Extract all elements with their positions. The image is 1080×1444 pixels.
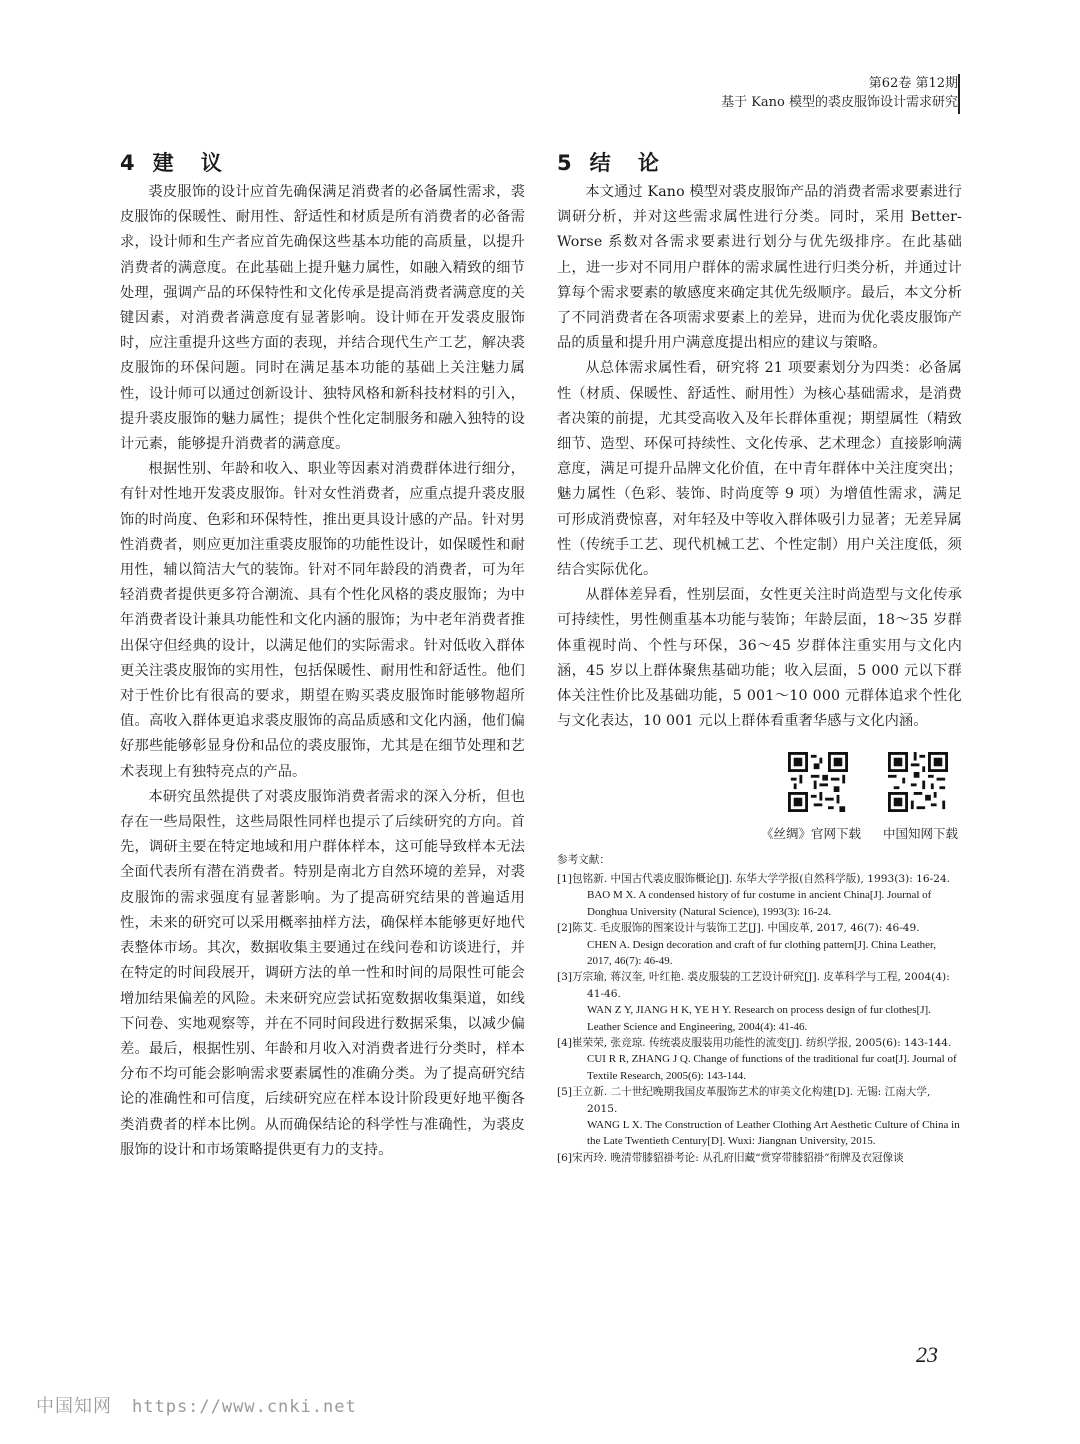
reference-item: [3]万宗瑜, 蒋汉奎, 叶红艳. 裘皮服装的工艺设计研究[J]. 皮革科学与工程, 2004(4): 41-46. WAN Z Y, JIANG H K, YE H Y. Research on process design of fur clothes[J]. Leather Science and Engineering, 2004(4): 41-46.: [557, 971, 950, 1033]
reference-item: [6]宋丙玲. 晚清带膝貂褂考论: 从孔府旧藏“赏穿带膝貂褂”衔牌及衣冠像谈: [557, 1151, 904, 1164]
cnki-url[interactable]: https://www.cnki.net: [132, 1397, 357, 1417]
qr-labels: [557, 824, 958, 842]
running-header: [721, 74, 958, 112]
article-running-title: 基于 Kano 模型的裘皮服饰设计需求研究: [721, 95, 958, 110]
qr-code-icon: [888, 752, 948, 812]
header-rule: [958, 74, 960, 114]
page-number: 23: [916, 1342, 938, 1367]
reference-item: [2]陈艾. 毛皮服饰的图案设计与装饰工艺[J]. 中国皮革, 2017, 46(7): 46-49. CHEN A. Design decoration and craft of fur clothing pattern[J]. China Leather, 2017, 46(7): 46-49.: [557, 922, 937, 967]
qr-label-cnki: 中国知网下载: [882, 826, 958, 842]
section-heading-conclusion: 5 结 论: [557, 151, 669, 175]
references-title: 参考文献：: [557, 854, 610, 867]
qr-code-cnki[interactable]: [888, 752, 948, 812]
references: [557, 852, 962, 1166]
right-column: [557, 148, 962, 1166]
journal-issue: 第62卷 第12期: [868, 76, 958, 91]
paragraph: 根据性别、年龄和收入、职业等因素对消费群体进行细分，有针对性地开发裘皮服饰。针对女性消费者，应重点提升裘皮服饰的时尚度、色彩和环保特性，推出更具设计感的产品。针对男性消费者，则应更加注重裘皮服饰的功能性设计，如保暖性和耐用性，辅以简洁大气的装饰。针对不同年龄段的消费者，可为年轻消费者提供更多符合潮流、具有个性化风格的裘皮服饰；为中年消费者设计兼具功能性和文化内涵的服饰；为中老年消费者推出保守但经典的设计，以满足他们的实际需求。针对低收入群体更关注裘皮服饰的实用性，包括保暖性、耐用性和舒适性。他们对于性价比有很高的要求，期望在购买裘皮服饰时能够物超所值。高收入群体更追求裘皮服饰的高品质感和文化内涵，他们偏好那些能够彰显身份和品位的裘皮服饰，尤其是在细节处理和艺术表现上有独特亮点的产品。: [120, 461, 525, 780]
paragraph: 从群体差异看，性别层面，女性更关注时尚造型与文化传承可持续性，男性侧重基本功能与装饰；年龄层面，18～35 岁群体重视时尚、个性与环保，36～45 岁群体注重实用与文化内涵，45 岁以上群体聚焦基础功能；收入层面，5 000 元以下群体关注性价比及基础功能，5 001～10 000 元群体追求个性化与文化表达，10 001 元以上群体看重奢华感与文化内涵。: [557, 587, 962, 730]
paragraph: 裘皮服饰的设计应首先确保满足消费者的必备属性需求，裘皮服饰的保暖性、耐用性、舒适性和材质是所有消费者的必备需求，设计师和生产者应首先确保这些基本功能的高质量，以提升消费者的满意度。在此基础上提升魅力属性，如融入精致的细节处理，强调产品的环保特性和文化传承是提高消费者满意度的关键因素，对消费者满意度有显著影响。设计师在开发裘皮服饰时，应注重提升这些方面的表现，并结合现代生产工艺，解决裘皮服饰的环保问题。同时在满足基本功能的基础上关注魅力属性，设计师可以通过创新设计、独特风格和新科技材料的引入，提升裘皮服饰的魅力属性；提供个性化定制服务和融入独特的设计元素，能够提升消费者的满意度。: [120, 184, 525, 453]
reference-item: [4]崔荣荣, 张竞琼. 传统裘皮服装用功能性的流变[J]. 纺织学报, 2005(6): 143-144. CUI R R, ZHANG J Q. Change of functions of the traditional fur coat[J]. Journal of Textile Research, 2005(6): 143-144.: [557, 1036, 957, 1082]
qr-code-official-site[interactable]: [788, 752, 848, 812]
reference-item: [1]包铭新. 中国古代裘皮服饰概论[J]. 东华大学学报(自然科学版), 1993(3): 16-24. BAO M X. A condensed history of fur costume in ancient China[J]. Journal of Donghua University (Natural Science), 1993(3): 16-24.: [557, 872, 951, 918]
paragraph: 本文通过 Kano 模型对裘皮服饰产品的消费者需求要素进行调研分析，并对这些需求属性进行分类。同时，采用 Better-Worse 系数对各需求要素进行划分与优先级排序。在此基础上，进一步对不同用户群体的需求属性进行归类分析，并通过计算每个需求要素的敏感度来确定其优先级顺序。最后，本文分析了不同消费者在各项需求要素上的差异，进而为优化裘皮服饰产品的质量和提升用户满意度提出相应的建议与策略。: [557, 184, 962, 352]
left-column: [120, 148, 525, 1163]
cnki-logo-text: 中国知网: [36, 1396, 112, 1417]
reference-item: [5]王立新. 二十世纪晚期我国皮革服饰艺术的审美文化构建[D]. 无锡: 江南大学, 2015. WANG L X. The Construction of Leather Clothing Art Aesthetic Culture of China in the Late Twentieth Century[D]. Wuxi: Jiangnan University, 2015.: [557, 1086, 960, 1148]
footer-watermark: [36, 1392, 357, 1418]
paragraph: 从总体需求属性看，研究将 21 项要素划分为四类：必备属性（材质、保暖性、舒适性、耐用性）为核心基础需求，是消费者决策的前提，尤其受高收入及年长群体重视；期望属性（精致细节、造型、环保可持续性、文化传承、艺术理念）直接影响满意度，满足可提升品牌文化价值，在中青年群体中关注度突出；魅力属性（色彩、装饰、时尚度等 9 项）为增值性需求，满足可形成消费惊喜，对年轻及中等收入群体吸引力显著；无差异属性（传统手工艺、现代机械工艺、个性定制）用户关注度低，须结合实际优化。: [557, 360, 962, 579]
qr-code-icon: [788, 752, 848, 812]
section-heading-recommendations: 4 建 议: [120, 151, 232, 175]
qr-label-official-site: 《丝绸》官网下载: [760, 826, 861, 842]
paragraph: 本研究虽然提供了对裘皮服饰消费者需求的深入分析，但也存在一些局限性，这些局限性同样也提示了后续研究的方向。首先，调研主要在特定地域和用户群体样本，这可能导致样本无法全面代表所有潜在消费者。特别是南北方自然环境的差异，对裘皮服饰的需求强度有显著影响。为了提高研究结果的普遍适用性，未来的研究可以采用概率抽样方法，确保样本能够更好地代表整体市场。其次，数据收集主要通过在线问卷和访谈进行，并在特定的时间段展开，调研方法的单一性和时间的局限性可能会增加结果偏差的风险。未来研究应尝试拓宽数据收集渠道，如线下问卷、实地观察等，并在不同时间段进行数据采集，以减少偏差。最后，根据性别、年龄和月收入对消费者进行分类时，样本分布不均可能会影响需求要素属性的准确分类。为了提高研究结论的准确性和可信度，后续研究应在样本设计阶段更好地平衡各类消费者的样本比例。从而确保结论的科学性与准确性，为裘皮服饰的设计和市场策略提供更有力的支持。: [120, 788, 525, 1158]
qr-code-row: [557, 752, 948, 812]
